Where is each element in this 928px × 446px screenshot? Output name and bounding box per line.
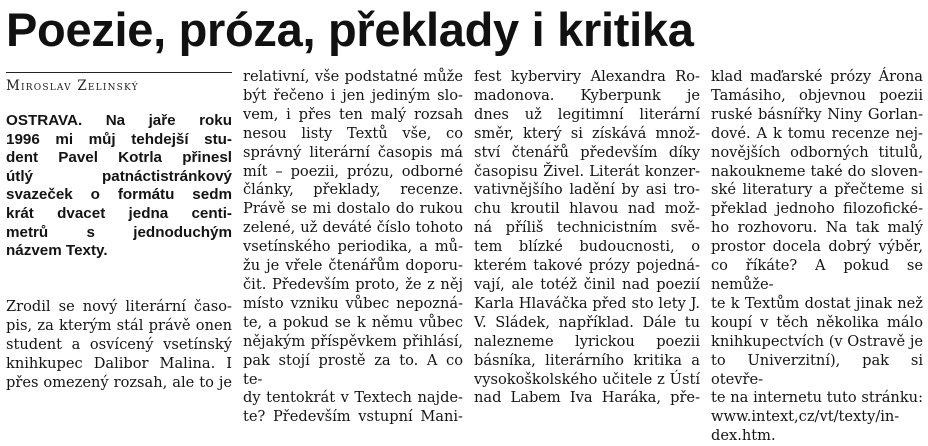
- text-line: dex.htm.: [711, 427, 776, 445]
- text-line: te na internetu tuto stránku:: [711, 389, 923, 407]
- text-line: knihkupec Dalibor Malina. I: [6, 354, 232, 372]
- text-line: nad Labem Iva Haráka, pře-: [474, 389, 700, 407]
- text-line: te k Textům dostat jinak než: [711, 294, 923, 312]
- text-line: články, překlady, recenze.: [243, 181, 463, 199]
- text-line: OSTRAVA. Na jaře roku: [6, 112, 232, 129]
- text-line: knihkupectvích (v Ostravě je: [711, 332, 923, 350]
- author-rule: [6, 72, 232, 73]
- text-line: chu kroutil hlavou nad mož-: [474, 200, 700, 218]
- text-line: kterém takové prózy pojedná-: [474, 257, 700, 275]
- text-line: ho rozhovoru. Na tak malý: [711, 219, 923, 237]
- text-line: názvem Texty.: [6, 242, 108, 260]
- text-line: dent Pavel Kotrla přinesl: [6, 149, 232, 167]
- text-line: vají, ale totéž činil nad poezií: [474, 275, 700, 293]
- text-line: te, a pokud se k němu vůbec: [243, 313, 463, 331]
- text-line: 1996 mi můj tehdejší stu-: [6, 130, 232, 148]
- text-line: nalezneme lyrickou poezii: [474, 332, 700, 350]
- text-line: básníka, literárního kritika a: [474, 351, 700, 369]
- text-line: metrů s jednoduchým: [6, 223, 232, 241]
- text-line: čit. Především proto, že z něj: [243, 275, 463, 293]
- text-line: přes omezený rozsah, ale to je: [6, 373, 232, 391]
- text-line: vysokoškolského učitele z Ústí: [474, 370, 700, 388]
- text-line: zelené, už deváté číslo tohoto: [243, 219, 463, 237]
- column-4: [711, 68, 923, 446]
- article-headline: Poezie, próza, překlady i kritika: [6, 3, 694, 56]
- text-line: prostor docela dobrý výběr,: [711, 238, 923, 256]
- text-line: Zrodil se nový literární časo-: [6, 298, 232, 315]
- text-line: tem blízké budoucnosti, o: [474, 238, 700, 256]
- text-line: student a osvícený vsetínský: [6, 335, 232, 353]
- text-line: ství čtenářů především díky: [474, 143, 700, 161]
- text-line: mít – poezii, prózu, odborné: [243, 162, 463, 180]
- text-line: novějších odborných titulů,: [711, 143, 923, 161]
- text-line: ské literatury a přečteme si: [711, 181, 923, 199]
- text-line: nesou listy Textů vše, co: [243, 124, 463, 142]
- author-byline: Miroslav Zelinský: [6, 78, 139, 94]
- text-line: dnes už legitimní literární: [474, 105, 700, 123]
- text-line: www.intext,cz/vt/texty/in-: [711, 408, 900, 426]
- text-line: co říkáte? A pokud se nemůže-: [711, 257, 923, 293]
- text-line: vem, i přes ten malý rozsah: [243, 105, 463, 123]
- text-line: překlad jednoho filozofické-: [711, 200, 923, 218]
- text-line: Tamásiho, objevnou poezii: [711, 86, 923, 104]
- text-line: nakoukneme také do sloven-: [711, 162, 923, 180]
- text-line: ruské básnířky Niny Gorlan-: [711, 105, 923, 123]
- text-line: časopisu Živel. Literát konzer-: [474, 162, 700, 180]
- text-line: Karla Hlaváčka před sto lety J.: [474, 294, 700, 312]
- text-line: místo vzniku vůbec nepozná-: [243, 294, 463, 312]
- column-2: [243, 68, 463, 427]
- column-3: [474, 68, 700, 408]
- text-line: fest kyberviry Alexandra Ro-: [474, 68, 700, 85]
- text-line: vsetínského periodika, a mů-: [243, 238, 463, 256]
- text-line: madonova. Kyberpunk je: [474, 86, 700, 104]
- text-line: V. Sládek, například. Dále tu: [474, 313, 700, 331]
- text-line: dové. A k tomu recenze nej-: [711, 124, 923, 142]
- lead-paragraph: [6, 112, 232, 261]
- text-line: vativnějšího ladění by asi tro-: [474, 181, 700, 199]
- text-line: relativní, vše podstatné může: [243, 68, 463, 85]
- text-line: nějakým příspěvkem přihlásí,: [243, 332, 463, 350]
- text-line: ná příliš technicistním svě-: [474, 219, 700, 237]
- text-line: útlý patnáctistránkový: [6, 167, 232, 185]
- text-line: svazeček o formátu sedm: [6, 186, 232, 204]
- text-line: správný literární časopis má: [243, 143, 463, 161]
- text-line: žu je vřele čtenářům doporu-: [243, 257, 463, 275]
- text-line: krát dvacet jedna centi-: [6, 204, 232, 222]
- text-line: dy tentokrát v Textech najde-: [243, 389, 463, 407]
- text-line: směr, který si získává množ-: [474, 124, 700, 142]
- text-line: te? Především vstupní Mani-: [243, 408, 463, 426]
- text-line: pak stojí prostě za to. A co te-: [243, 351, 463, 388]
- text-line: Právě se mi dostalo do rukou: [243, 200, 463, 218]
- text-line: to Univerzitní), pak si otevře-: [711, 351, 923, 388]
- text-line: koupí v těch několika málo: [711, 313, 923, 331]
- text-line: klad maďarské prózy Árona: [711, 68, 923, 85]
- text-line: být řečeno i jen jediným slo-: [243, 86, 463, 104]
- text-line: pis, za kterým stál právě onen: [6, 316, 232, 334]
- column-1-body: [6, 298, 232, 393]
